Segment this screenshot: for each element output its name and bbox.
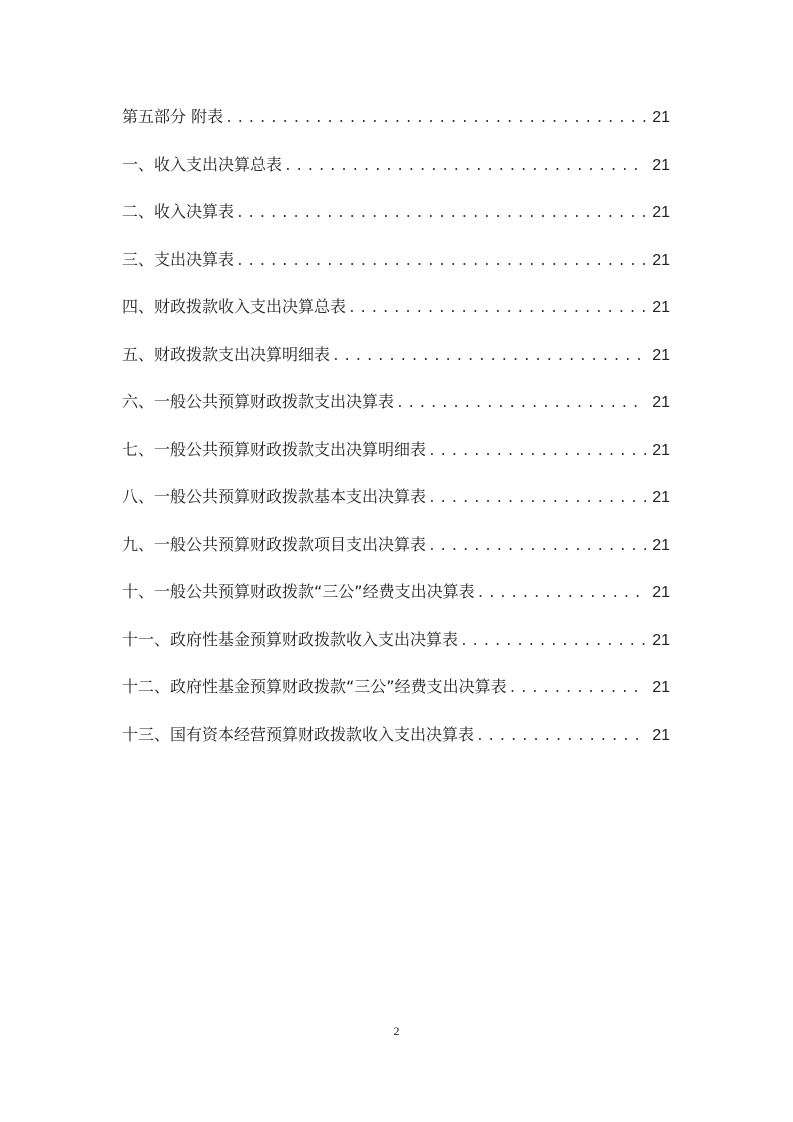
- toc-entry-title: 十二、政府性基金预算财政拨款“三公”经费支出决算表: [122, 677, 507, 696]
- toc-entry-title: 一、收入支出决算总表: [122, 154, 283, 174]
- page-number: 2: [393, 1024, 400, 1038]
- toc-entry-title: 八、一般公共预算财政拨款基本支出决算表: [122, 487, 427, 506]
- toc-entry-title: 十一、政府性基金预算财政拨款收入支出决算表: [122, 629, 459, 649]
- toc-dot-leader: [477, 580, 647, 608]
- toc-entry-5[interactable]: [122, 341, 670, 389]
- toc-dot-leader: [396, 390, 646, 418]
- toc-dot-leader: [284, 153, 646, 181]
- toc-dot-leader: [236, 200, 646, 228]
- toc-entry-1[interactable]: [122, 151, 670, 199]
- toc-dot-leader: [460, 628, 646, 656]
- toc-dot-leader: [509, 675, 647, 703]
- toc-entry-page: 21: [652, 726, 670, 744]
- toc-entry-11[interactable]: [122, 626, 670, 674]
- toc-entry-4[interactable]: [122, 293, 670, 341]
- toc-entry-6[interactable]: [122, 388, 670, 436]
- toc-entry-3[interactable]: [122, 246, 670, 294]
- toc-entry-page: 21: [652, 156, 670, 174]
- toc-entry-2[interactable]: [122, 198, 670, 246]
- toc-entry-13[interactable]: [122, 721, 670, 769]
- toc-entry-page: 21: [652, 441, 670, 459]
- toc-entry-9[interactable]: [122, 531, 670, 579]
- toc-entry-title: 九、一般公共预算财政拨款项目支出决算表: [122, 534, 427, 554]
- toc-dot-leader: [348, 295, 646, 323]
- toc-entry-10[interactable]: [122, 578, 670, 626]
- toc-dot-leader: [332, 343, 646, 371]
- table-of-contents: [122, 103, 670, 768]
- toc-dot-leader: [476, 723, 646, 751]
- toc-entry-page: 21: [652, 299, 670, 316]
- toc-dot-leader: [236, 248, 646, 276]
- toc-entry-title: 四、财政拨款收入支出决算总表: [122, 297, 347, 316]
- toc-entry-page: 21: [652, 536, 670, 554]
- toc-entry-page: 21: [652, 489, 670, 506]
- toc-entry-title: 七、一般公共预算财政拨款支出决算明细表: [122, 439, 427, 459]
- toc-entry-page: 21: [652, 631, 670, 649]
- toc-entry-page: 21: [652, 679, 670, 696]
- toc-entry-title: 三、支出决算表: [122, 249, 235, 269]
- toc-dot-leader: [428, 533, 646, 561]
- toc-dot-leader: [225, 105, 646, 133]
- toc-entry-title: 五、财政拨款支出决算明细表: [122, 344, 331, 364]
- toc-entry-12[interactable]: [122, 673, 670, 721]
- toc-entry-title: 二、收入决算表: [122, 202, 235, 221]
- toc-entry-title: 十三、国有资本经营预算财政拨款收入支出决算表: [122, 724, 475, 744]
- toc-entry-8[interactable]: [122, 483, 670, 531]
- toc-entry-part5-appendix[interactable]: [122, 103, 670, 151]
- toc-entry-7[interactable]: [122, 436, 670, 484]
- toc-dot-leader: [428, 485, 646, 513]
- toc-entry-page: 21: [652, 346, 670, 364]
- toc-entry-page: 21: [652, 394, 670, 411]
- toc-dot-leader: [428, 438, 646, 466]
- toc-entry-page: 21: [652, 584, 670, 601]
- toc-entry-title: 六、一般公共预算财政拨款支出决算表: [122, 392, 395, 411]
- toc-entry-page: 21: [652, 204, 670, 221]
- toc-entry-page: 21: [652, 109, 670, 126]
- toc-entry-page: 21: [652, 251, 670, 269]
- toc-entry-title: 第五部分 附表: [122, 107, 224, 126]
- toc-entry-title: 十、一般公共预算财政拨款“三公”经费支出决算表: [122, 582, 475, 601]
